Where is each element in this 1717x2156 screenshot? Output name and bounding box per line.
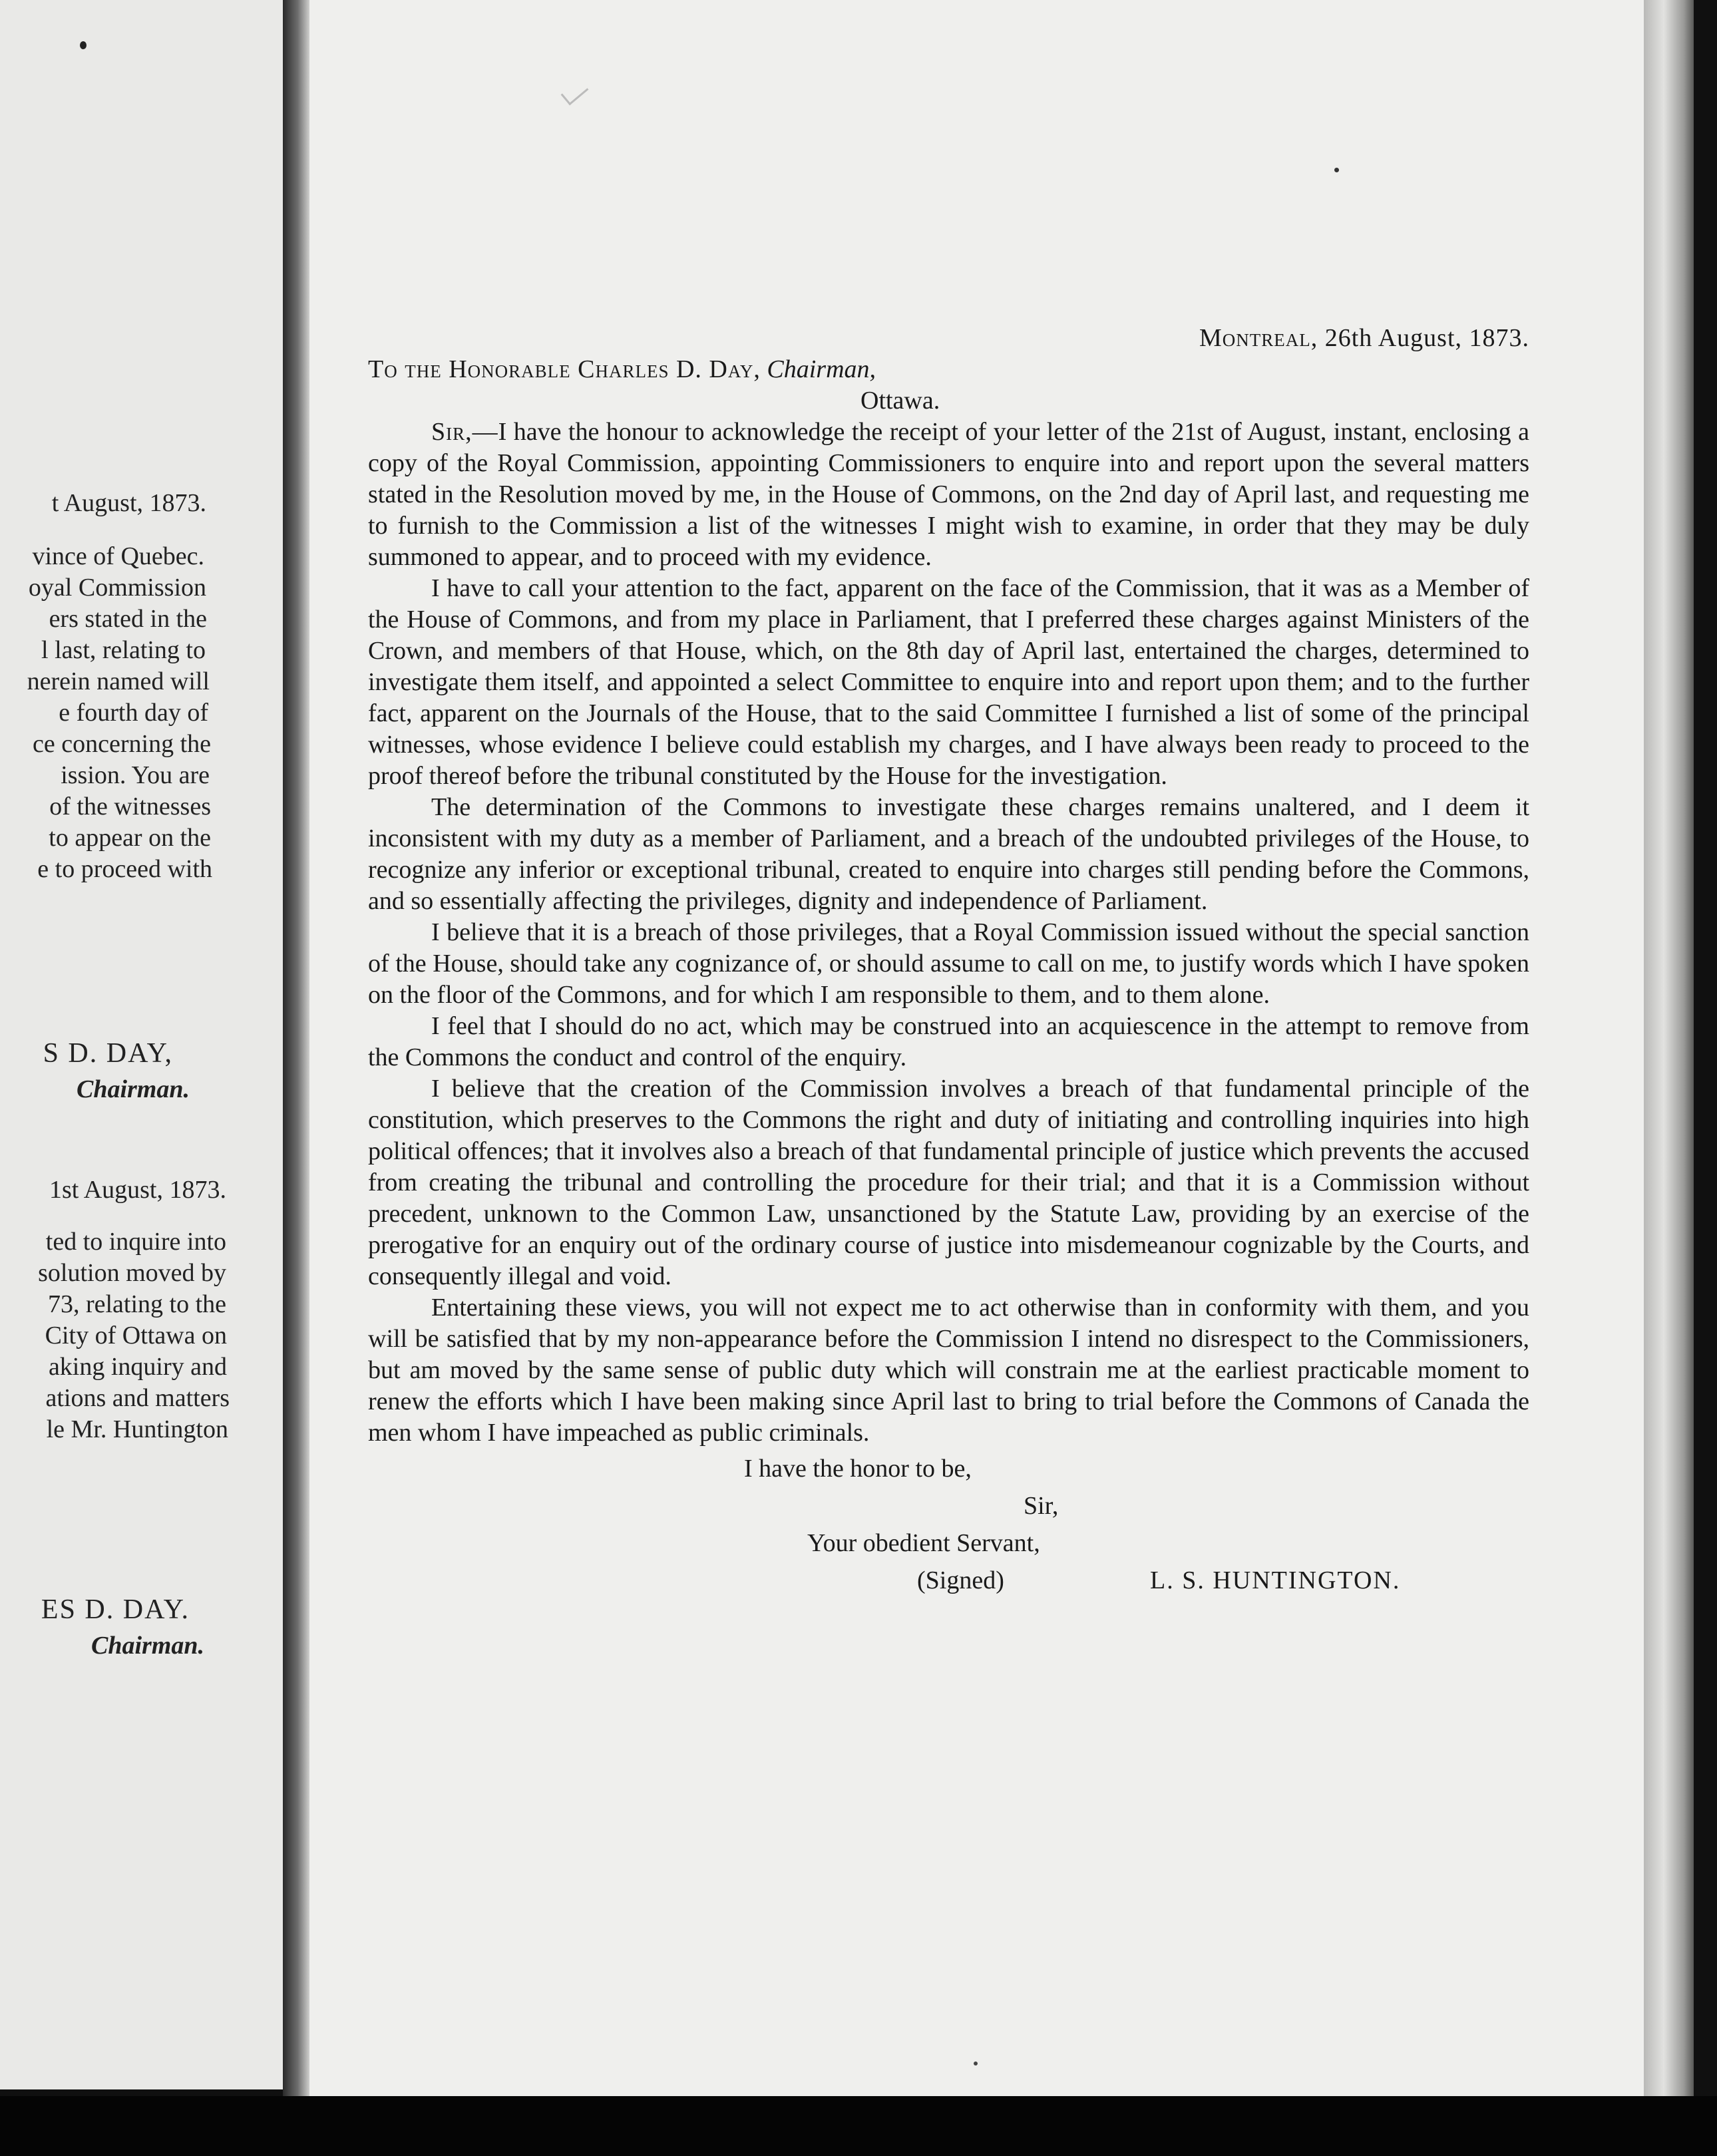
closing-line: Your obedient Servant, [807,1529,1040,1557]
addressee-city: Ottawa. [860,387,940,415]
closing [368,1450,1529,1599]
letter [368,323,1529,1599]
letter-paragraph: Entertaining these views, you will not expect me to act otherwise than in conformity with them, and you will be satisfied that by my non-appearance before the Commission I intend no disrespect to the Commissioners, but am moved by the same sense of public duty which will constrain me at the earliest practicable moment to renew the efforts which I have been making since April last to bring to trial before the Commons of Canada the men whom I have impeached as public criminals. [368,1294,1529,1447]
addressee-title: Chairman, [767,355,876,383]
left-fragment-line: 73, relating to the [47,1290,226,1318]
closing-line: I have the honor to be, [744,1455,972,1483]
signed-note: (Signed) [917,1566,1004,1594]
page-edge [1644,0,1694,2103]
ink-dot [80,41,87,49]
ink-dot [1334,168,1339,172]
book-gutter [283,0,309,2116]
letter-paragraph: I believe that it is a breach of those privileges, that a Royal Commission issued without the special sanction of the House, should take any cognizance of, or should assume to call on me, to justify words which I have spoken on the floor of the Commons, and for which I am responsible to them, and to them alone. [368,918,1529,1009]
left-fragment-line: nerein named will [27,667,210,695]
opening: Sir,— [431,418,498,446]
left-fragment-line: oyal Commission [28,574,206,602]
left-page-fragment [0,0,283,2089]
addressee: To the Honorable Charles D. Day, [368,355,761,383]
left-fragment-line: e fourth day of [59,699,208,727]
left-fragment-line: ES D. DAY. [41,1594,190,1625]
left-fragment-line: ations and matters [45,1384,230,1412]
left-fragment-line: to appear on the [49,824,211,852]
paragraph-text: I have the honour to acknowledge the receipt of your letter of the 21st of August, instant, enclosing a copy of the Royal Commission, appointing Commissioners to enquire into and report upon the several matters stated in the Resolution moved by me, in the House of Commons, on the 2nd day of April last, and requesting me to furnish to the Commission a list of the witnesses I might wish to examine, in order that they may be duly summoned to appear, and to proceed with my evidence. [368,418,1529,571]
left-fragment-line: S D. DAY, [43,1038,173,1069]
salutation [368,354,1529,385]
letter-paragraph: I feel that I should do no act, which may be construed into an acquiescence in the attempt to remove from the Commons the conduct and control of the enquiry. [368,1012,1529,1071]
closing-line: Sir, [1024,1492,1059,1520]
place-name: Montreal, [1199,324,1318,352]
letter-paragraph: The determination of the Commons to investigate these charges remains unaltered, and I deem it inconsistent with my duty as a member of Parliament, and a breach of the undoubted privileges of the House, to recognize any inferior or exceptional tribunal, created to enquire into charges still pending before the Commons, and so essentially affecting the privileges, dignity and independence of Parliament. [368,793,1529,915]
left-fragment-line: City of Ottawa on [45,1322,227,1349]
left-fragment-line: ission. You are [61,761,210,789]
left-fragment-line: t August, 1873. [51,489,206,517]
ink-dot [974,2062,978,2066]
left-fragment-line: l last, relating to [41,636,206,664]
scan-bottom-shadow [0,2096,1717,2156]
signatory-name: L. S. HUNTINGTON. [1150,1566,1401,1594]
letter-date: 26th August, 1873. [1324,324,1529,352]
left-fragment-line: Chairman. [76,1075,190,1103]
left-fragment-line: ted to inquire into [45,1228,226,1256]
left-fragment-line: aking inquiry and [48,1353,227,1381]
left-fragment-line: ce concerning the [33,730,211,758]
check-mark-icon [561,79,589,106]
letter-paragraph: I have to call your attention to the fact, apparent on the face of the Commission, that it was as a Member of the House of Commons, and from my place in Parliament, that I preferred these charges against Ministers of the Crown, and members of that House, which, on the 8th day of April last, entertained the charges, determined to investigate them itself, and appointed a select Committee to enquire into and report upon them; and to the further fact, apparent on the Journals of the House, that to the said Committee I furnished a list of some of the principal witnesses, whose evidence I believe could establish my charges, and I have always been ready to proceed to the proof thereof before the tribunal constituted by the House for the investigation. [368,574,1529,790]
left-fragment-line: 1st August, 1873. [49,1176,226,1204]
letter-paragraph [368,417,1529,573]
letter-paragraph: I believe that the creation of the Commission involves a breach of that fundamental principle of the constitution, which preserves to the Commons the right and duty of initiating and controlling inquiries into high political offences; that it involves also a breach of that fundamental principle of justice which prevents the accused from creating the tribunal and controlling the procedure for their trial; and that it is a Commission without precedent, unknown to the Common Law, unsanctioned by the Statute Law, providing by an exercise of the prerogative for an enquiry out of the ordinary course of justice into misdemeanour cognizable by the Courts, and consequently illegal and void. [368,1075,1529,1290]
dateline [368,323,1529,354]
left-fragment-line: vince of Quebec. [32,542,204,570]
left-fragment-line: Chairman. [91,1632,204,1660]
left-fragment-line: solution moved by [38,1259,226,1287]
left-fragment-line: e to proceed with [37,855,212,883]
signature-line [368,1562,1529,1599]
left-fragment-line: ers stated in the [49,605,207,633]
left-fragment-line: of the witnesses [49,793,211,820]
left-fragment-line: le Mr. Huntington [46,1415,228,1443]
